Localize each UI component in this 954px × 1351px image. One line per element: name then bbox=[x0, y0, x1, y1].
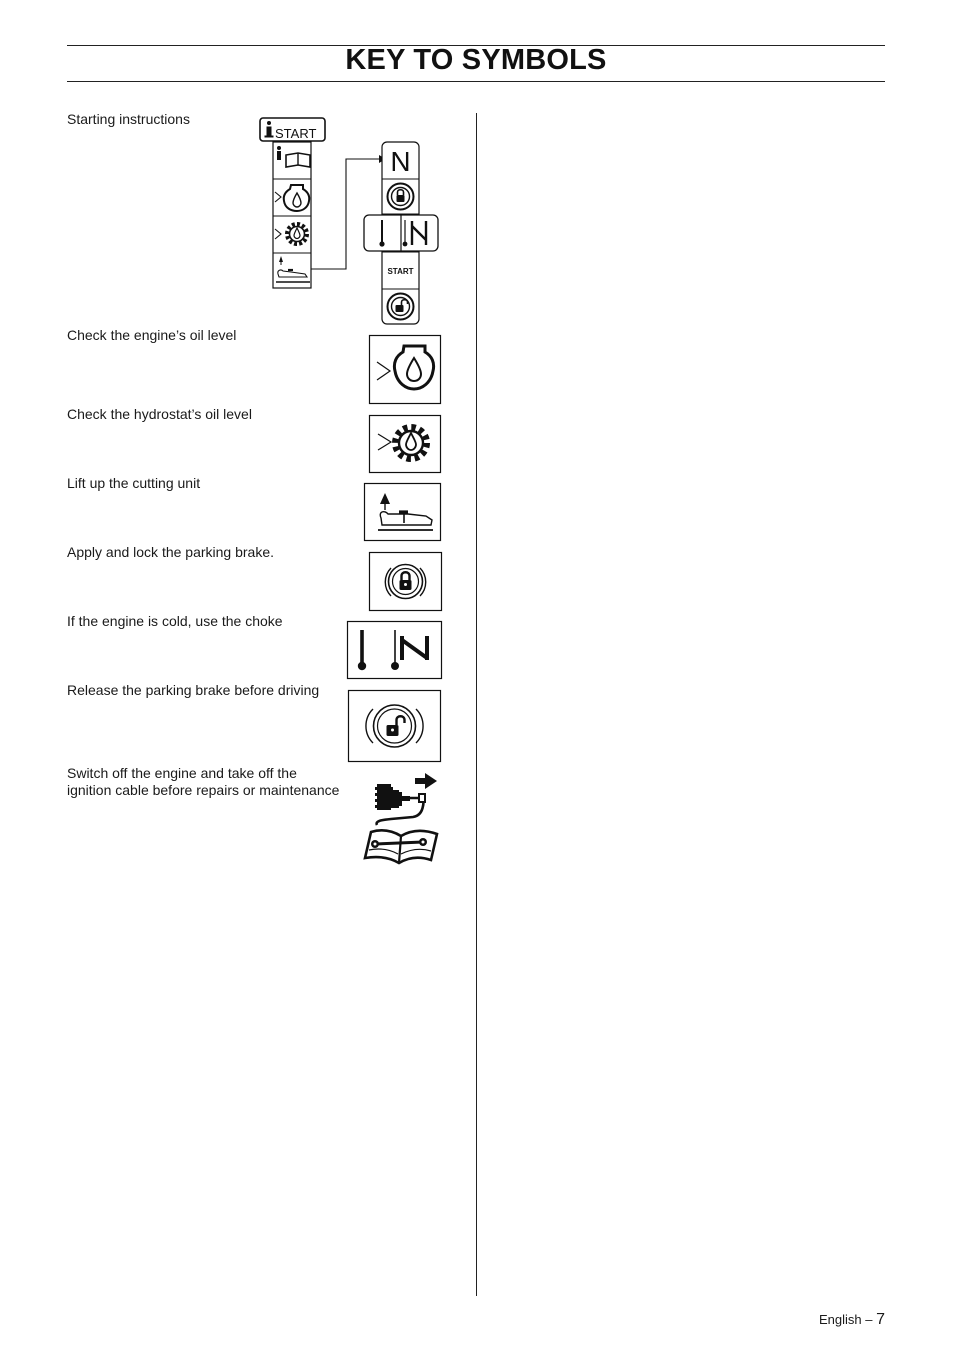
neutral-label: N bbox=[390, 146, 411, 177]
manual-wrench-icon bbox=[365, 830, 437, 863]
page-footer bbox=[819, 1311, 885, 1329]
parking-brake-release-icon bbox=[348, 690, 441, 762]
symbol-label-choke: If the engine is cold, use the choke bbox=[67, 613, 283, 629]
symbol-label-engine-oil: Check the engine’s oil level bbox=[67, 327, 237, 343]
page-title: KEY TO SYMBOLS bbox=[345, 44, 607, 76]
maintenance-disconnect-icon bbox=[361, 772, 443, 868]
choke-small-icon bbox=[364, 215, 438, 251]
symbol-label-parking-brake-lock: Apply and lock the parking brake. bbox=[67, 544, 275, 560]
choke-icon bbox=[347, 621, 442, 679]
start-label: START bbox=[275, 126, 317, 141]
engine-oil-icon bbox=[369, 335, 441, 404]
footer-language: English bbox=[818, 1312, 862, 1327]
title-underline bbox=[67, 81, 885, 82]
symbol-label-maintenance bbox=[67, 765, 339, 799]
start-step-label: START bbox=[387, 267, 414, 276]
footer-separator: – bbox=[865, 1312, 873, 1327]
symbol-label-lift-cutting-unit: Lift up the cutting unit bbox=[67, 475, 201, 491]
symbol-label-hydrostat-oil: Check the hydrostat’s oil level bbox=[67, 406, 252, 422]
symbol-label-maintenance-line-1: Switch off the engine and take off the bbox=[67, 765, 297, 781]
symbol-label-maintenance-line-2: ignition cable before repairs or maintenance bbox=[67, 782, 340, 798]
page-number: 7 bbox=[876, 1311, 885, 1328]
starting-instructions-diagram bbox=[255, 114, 455, 329]
hydrostat-oil-icon bbox=[369, 415, 441, 473]
parking-brake-lock-icon bbox=[369, 552, 442, 611]
parking-brake-release-small-icon bbox=[388, 294, 414, 320]
symbol-label-parking-brake-release: Release the parking brake before driving bbox=[67, 682, 320, 698]
cutting-unit-lift-icon bbox=[364, 483, 441, 541]
column-divider bbox=[476, 113, 477, 1296]
engine-block-icon bbox=[375, 784, 410, 810]
parking-brake-lock-small-icon bbox=[388, 184, 414, 210]
symbol-label-starting: Starting instructions bbox=[67, 111, 190, 127]
